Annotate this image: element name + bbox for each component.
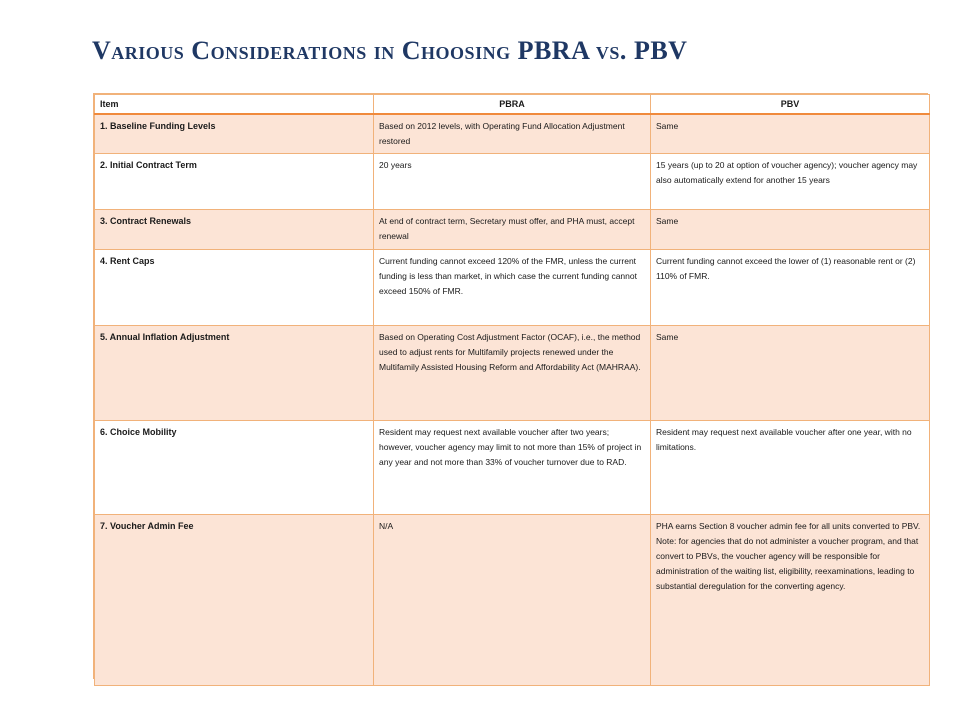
item-cell: 7. Voucher Admin Fee xyxy=(95,515,374,686)
table-row xyxy=(95,326,930,421)
pbra-cell: Based on Operating Cost Adjustment Factor (OCAF), i.e., the method used to adjust rents for Multifamily projects renewed under the Multifamily Assisted Housing Reform and Affordability Act (MAHRAA). xyxy=(374,326,651,421)
pbra-cell: Based on 2012 levels, with Operating Fund Allocation Adjustment restored xyxy=(374,114,651,154)
item-cell: 2. Initial Contract Term xyxy=(95,154,374,210)
pbra-cell: Current funding cannot exceed 120% of the FMR, unless the current funding is less than market, in which case the current funding cannot exceed 150% of FMR. xyxy=(374,250,651,326)
pbra-cell: Resident may request next available voucher after two years; however, voucher agency may limit to not more than 15% of project in any year and not more than 33% of voucher turnover due to RAD. xyxy=(374,421,651,515)
pbra-cell: At end of contract term, Secretary must offer, and PHA must, accept renewal xyxy=(374,210,651,250)
pbv-cell: PHA earns Section 8 voucher admin fee for all units converted to PBV. Note: for agencies that do not administer a voucher program, and that convert to PBVs, the voucher agency will be responsible for administration of the waiting list, eligibility, reexaminations, leading to substantial deregulation for the converting agency. xyxy=(651,515,930,686)
comparison-table xyxy=(94,94,930,686)
title-part-1: Various Considerations in Choosing xyxy=(92,36,511,65)
pbv-cell: 15 years (up to 20 at option of voucher agency); voucher agency may also automatically extend for another 15 years xyxy=(651,154,930,210)
title-part-3: vs. xyxy=(595,36,627,65)
item-cell: 6. Choice Mobility xyxy=(95,421,374,515)
item-cell: 4. Rent Caps xyxy=(95,250,374,326)
pbv-cell: Same xyxy=(651,326,930,421)
page-title xyxy=(92,36,912,66)
pbv-cell: Resident may request next available voucher after one year, with no limitations. xyxy=(651,421,930,515)
item-cell: 1. Baseline Funding Levels xyxy=(95,114,374,154)
pbv-cell: Same xyxy=(651,210,930,250)
table-row xyxy=(95,421,930,515)
table-row xyxy=(95,515,930,686)
item-cell: 3. Contract Renewals xyxy=(95,210,374,250)
table-header-row xyxy=(95,95,930,115)
item-cell: 5. Annual Inflation Adjustment xyxy=(95,326,374,421)
pbra-cell: 20 years xyxy=(374,154,651,210)
title-part-4: PBV xyxy=(633,36,688,65)
comparison-table-container xyxy=(93,93,928,679)
pbv-cell: Same xyxy=(651,114,930,154)
table-row xyxy=(95,250,930,326)
table-row xyxy=(95,154,930,210)
header-pbv: PBV xyxy=(651,95,930,115)
title-part-2: PBRA xyxy=(517,36,589,65)
table-row xyxy=(95,114,930,154)
table-row xyxy=(95,210,930,250)
header-pbra: PBRA xyxy=(374,95,651,115)
pbv-cell: Current funding cannot exceed the lower of (1) reasonable rent or (2) 110% of FMR. xyxy=(651,250,930,326)
pbra-cell: N/A xyxy=(374,515,651,686)
header-item: Item xyxy=(95,95,374,115)
